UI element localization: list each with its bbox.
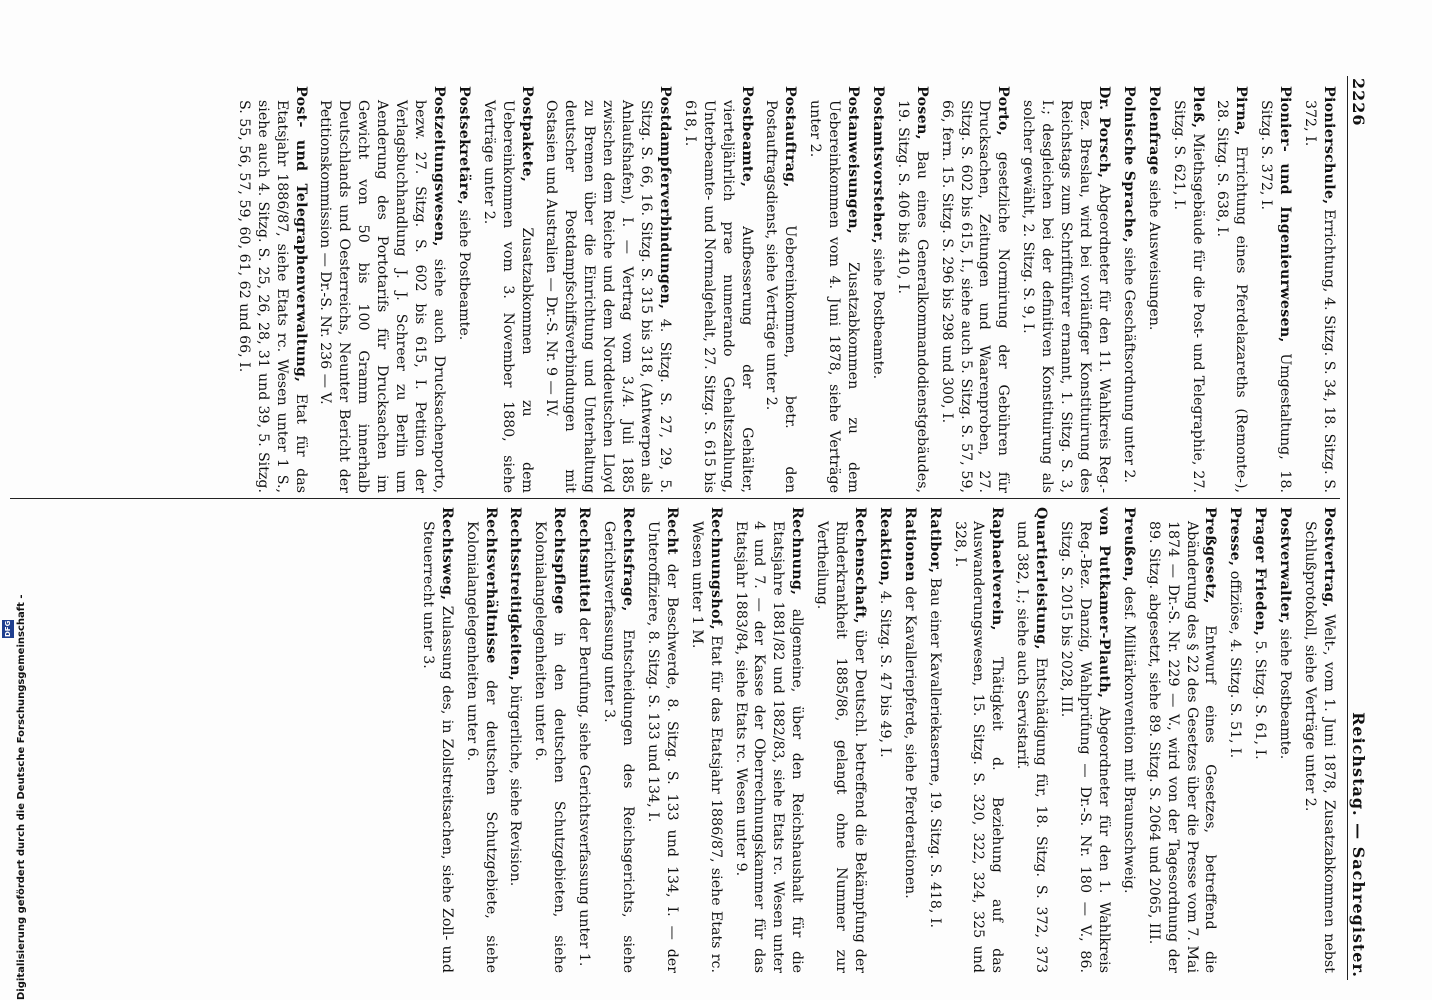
entry-text: Etat für das Etatsjahr 1886/87, siehe Etats rc. Wesen unter 1 M. (688, 521, 724, 973)
entry-text: Bau eines Generalkommandodienstgebäudes, 19. Sitzg. S. 406 bis 410, I. (894, 100, 930, 493)
entry-text: Zusatzabkommen zu dem Uebereinkommen vom 4. Juni 1878, siehe Verträge unter 2. (807, 100, 862, 493)
index-entry (925, 507, 944, 973)
entry-text: bürgerliche, siehe Revision. (507, 681, 524, 887)
entry-text: siehe Geschäftsordnung unter 2. (1120, 242, 1137, 484)
index-entry (731, 507, 807, 973)
entry-text: Errichtung, 4. Sitzg. S. 34, 18. Sitzg. S. 372, I. (1302, 100, 1337, 493)
entry-keyword: Postauftrag, (782, 86, 799, 188)
index-entry (1012, 507, 1050, 973)
entry-text: gesetzliche Normirung der Gebühren für Drucksachen, Zeitungen und Waarenproben, 27. Sitzg. S. 602 bis 615, I., siehe auch 5. Sitzg. S. 57, 59, 66, fern. 15. Sitzg. S. 296 bis 298 und 300, I. (938, 100, 1012, 493)
entry-text: siehe Postbeamte. (455, 205, 472, 341)
entry-text: siehe Postbeamte. (869, 243, 886, 380)
entry-keyword: Pionierschule, (1321, 86, 1337, 205)
entry-keyword: Dr. Porsch, (1095, 86, 1112, 179)
footer (2, 594, 27, 1000)
running-title: Reichstag. — Sachregister. (1349, 712, 1368, 978)
entry-keyword: Reaktion, (876, 507, 893, 587)
entry-keyword: Pleß, (1189, 86, 1206, 129)
index-entry (1119, 507, 1138, 973)
entry-keyword: Pirna, (1233, 86, 1250, 136)
page-number: 2226 (1349, 78, 1368, 127)
entry-text: allgemeine, über den Reichshaushalt für die Etatsjahre 1881/82 und 1882/83, siehe Etats rc. Wesen unter 4 und 7. — der Kasse der Oberrechnungskammer für das Etatsjahr 1883/84, siehe Etats rc. Wesen unter 9. (732, 521, 806, 973)
index-entry (805, 86, 862, 493)
index-entry (687, 507, 725, 973)
index-entry (506, 507, 525, 973)
entry-keyword: Postvertrag, (1321, 507, 1337, 608)
index-entry (1144, 86, 1163, 493)
entry-keyword: Postamtsvorsteher, (869, 86, 886, 244)
entry-text: Thätigkeit d. Beziehung auf das Auswanderungswesen, 15. Sitzg. S. 320, 322, 324, 325 und 328, I. (951, 521, 1006, 973)
entry-text: Miethsgebäude für die Post- und Telegraphie, 27. Sitzg. S. 621, I. (1170, 100, 1206, 493)
footer-text: Digitalisierung gefördert durch die Deutsche Forschungsgemeinschaft - (16, 594, 27, 1000)
index-entry (454, 86, 473, 493)
entry-keyword: Polnische Sprache, (1120, 86, 1137, 243)
entry-text: Entscheidungen des Reichsgerichts, siehe Gerichtsverfassung unter 3. (601, 521, 636, 973)
entry-keyword: Postzeitungswesen, (430, 86, 447, 247)
page-header (1346, 78, 1368, 978)
entry-keyword: Porto, (995, 86, 1012, 136)
entry-text: Zulassung des, in Zollstreitsachen, siehe Zoll- und Steuerrecht unter 3. (419, 521, 455, 973)
entry-keyword: Postanweisungen, (845, 86, 862, 235)
entry-keyword: Postbeamte, (738, 86, 755, 188)
entry-keyword: Ratibor, (926, 507, 943, 574)
entry-text: Umgestaltung, 18. Sitzg. S. 372, I. (1258, 100, 1294, 493)
dfg-logo: DFG (4, 620, 12, 638)
index-entry (418, 507, 456, 973)
index-entry (1119, 86, 1138, 493)
index-entry (762, 86, 800, 493)
header-rule (1347, 76, 1348, 980)
entry-keyword: Rechtsmittel (576, 507, 593, 613)
index-entry (574, 507, 593, 973)
index-entry (462, 507, 500, 973)
entry-text: 4. Sitzg. S. 27, 29, 5. Sitzg. S. 66, 16. Sitzg. S. 315 bis 318, (Antwerpen als Anlaufshafen), I. — Vertrag vom 3./4. Juli 1885 zwischen dem Reiche und dem Norddeutschen Lloyd zu Bremen über die Einrichtung und Unterhaltung deutscher Postdampfschiffsverbindungen mit Ostasien und Australien — Dr.-S. Nr. 9 — IV. (543, 100, 673, 493)
entry-text: über Deutschl. betreffend die Bekämpfung der Rinderkrankheit 1885/86, gelangt ohne Nummer zur Vertheilung. (814, 521, 868, 973)
entry-text: Aufbesserung der Gehälter, vierteljährlich prae numerando Gehaltszahlung, Unterbeamte- und Normalgehalt, 27. Sitzg. S. 615 bis 618, I. (681, 100, 755, 493)
entry-keyword: Rechtsweg, (438, 507, 455, 601)
index-entry (1225, 507, 1244, 973)
entry-text: der deutschen Schutzgebiete, siehe Kolonialangelegenheiten unter 6. (463, 521, 499, 973)
index-entry (1018, 86, 1113, 493)
entry-text: offiziöse, 4. Sitzg. S. 51, I. (1227, 566, 1244, 759)
index-entry (875, 507, 894, 973)
entry-keyword: Rechtsverhältnisse (482, 507, 499, 664)
index-entry (1213, 86, 1251, 493)
entry-keyword: Rechtsstreitigkeiten, (507, 507, 524, 681)
entry-keyword: Post- und Telegraphenverwaltung, (292, 86, 309, 383)
index-entry (599, 507, 637, 973)
entry-text: der Beschwerde, 8. Sitzg. S. 133 und 134, I. — der Unteroffiziere, 8. Sitzg. S. 133 und 134, I. (644, 521, 680, 973)
entry-keyword: Rechenschaft, (851, 507, 868, 624)
index-entry (234, 86, 310, 493)
index-entry (1056, 507, 1113, 973)
index-entry (1300, 507, 1338, 973)
entry-keyword: Preßgesetz, (1202, 507, 1219, 604)
entry-keyword: von Puttkamer-Plauth, (1095, 507, 1112, 699)
entry-keyword: Rechtsfrage, (620, 507, 636, 612)
entry-keyword: Presse, (1227, 507, 1244, 567)
entry-text: 4. Sitzg. S. 47 bis 49, I. (876, 586, 893, 758)
index-entry (1275, 507, 1294, 973)
column-divider (10, 498, 1340, 499)
index-entry (1256, 86, 1294, 493)
entry-text: Abgeordneter für den 11. Wahlkreis Reg.-Bez. Breslau, wird bei vorläufiger Konstituirung des Reichstags zum Schriftführer ernannt, 1. Sitzg. S. 3, I.; desgleichen bei der definitiven Konstituirung als solcher gewählt, 2. Sitzg. S. 9, I. (1020, 100, 1112, 493)
entry-keyword: Recht (663, 507, 680, 555)
index-entry (868, 86, 887, 493)
index-entry (530, 507, 568, 973)
entry-keyword: Postpakete, (518, 86, 535, 183)
entry-keyword: Raphaelverein, (989, 507, 1006, 631)
index-entry (900, 507, 919, 973)
index-entry (316, 86, 448, 493)
entry-keyword: Postverwalter, (1277, 507, 1294, 624)
entry-keyword: Postsekretäre, (455, 86, 472, 206)
entry-text: der Kavalleriepferde, siehe Pferderationen. (901, 581, 918, 899)
entry-text: Errichtung eines Pferdelazareths (Remonte-), 28. Sitzg. S. 638, I. (1214, 100, 1250, 493)
entry-text: der Berufung, siehe Gerichtsverfassung unter 1. (576, 612, 593, 967)
entry-keyword: Prager Frieden, (1252, 507, 1269, 637)
entry-keyword: Polenfrage (1145, 86, 1162, 176)
entry-text: siehe auch Drucksachenporto, bezw. 27. Sitzg. S. 602 bis 615, I. Petition der Verlagsbuchhandlung J. J. Schreer zu Berlin um Aenderung des Portotarifs für Drucksachen im Gewicht von 50 bis 100 Gramm innerhalb Deutschlands und Oesterreichs, Neunter Bericht der Petitionskommission — Dr.-S. Nr. 236 — V. (317, 100, 447, 493)
entry-text: Uebereinkommen, betr. den Postauftragsdienst, siehe Verträge unter 2. (763, 100, 799, 493)
index-entry (812, 507, 869, 973)
entry-keyword: Postdampferverbindungen, (656, 86, 673, 310)
index-entry (1169, 86, 1207, 493)
entry-keyword: Rechnungshof, (707, 507, 724, 631)
left-column (228, 86, 1338, 493)
index-entry (893, 86, 931, 493)
index-entry (479, 86, 536, 493)
entry-text: Entschädigung für, 18. Sitzg. S. 372, 373 und 382, I.; siehe auch Servistarif. (1014, 521, 1050, 973)
entry-text: Welt-, vom 1. Juni 1878, Zusatzabkommen nebst Schlußprotokoll, siehe Verträge unter 2. (1302, 521, 1337, 973)
entry-text: siehe Ausweisungen. (1145, 175, 1162, 331)
entry-text: 5. Sitzg. S. 61, I. (1252, 636, 1269, 760)
entry-text: in den deutschen Schutzgebieten, siehe Kolonialangelegenheiten unter 6. (532, 521, 568, 973)
entry-text: Entwurf eines Gesetzes, betreffend die Abänderung des § 22 des Gesetzes über die Presse vom 7. Mai 1874 — Dr.-S. Nr. 229 — V., wird von der Tagesordnung der 89. Sitzg. abgesetzt, siehe 89. Sitzg. S. 2064 und 2065, III. (1145, 521, 1219, 973)
index-entry (1250, 507, 1269, 973)
index-entry (1300, 86, 1338, 493)
entry-text: desf. Militärkonvention mit Braunschweig. (1120, 581, 1137, 894)
index-entry (643, 507, 681, 973)
index-entry (680, 86, 756, 493)
index-entry (542, 86, 674, 493)
entry-keyword: Posen, (913, 86, 930, 140)
entry-text: siehe Postbeamte. (1277, 624, 1294, 760)
entry-text: Abgeordneter für den 1. Wahlkreis Reg.-Bez. Danzig, Wahlprüfung — Dr.-S. Nr. 180 — V., 86. Sitzg. S. 2015 bis 2028, III. (1058, 521, 1112, 973)
index-entry (950, 507, 1007, 973)
right-column (412, 507, 1338, 973)
entry-text: Bau einer Kavalleriekaserne, 19. Sitzg. S. 418, I. (926, 573, 943, 929)
entry-keyword: Preußen, (1120, 507, 1137, 582)
entry-keyword: Rationen (901, 507, 918, 582)
index-entry (1144, 507, 1220, 973)
entry-text: Etat für das Etatsjahr 1886/87, siehe Etats rc. Wesen unter 1 S., siehe auch 4. Sitzg. S. 25, 26, 28, 31 und 39, 5. Sitzg. S. 55, 56, 57, 59, 60, 61, 62 und 66, I. (235, 100, 309, 493)
entry-text: Zusatzabkommen zu dem Uebereinkommen vom 3. November 1880, siehe Verträge unter 2. (480, 100, 535, 493)
entry-keyword: Quartierleistung, (1033, 507, 1050, 650)
entry-keyword: Pionier- und Ingenieurwesen, (1277, 86, 1294, 343)
entry-keyword: Rechtspflege (551, 507, 568, 615)
entry-keyword: Rechnung, (789, 507, 806, 596)
index-entry (937, 86, 1013, 493)
